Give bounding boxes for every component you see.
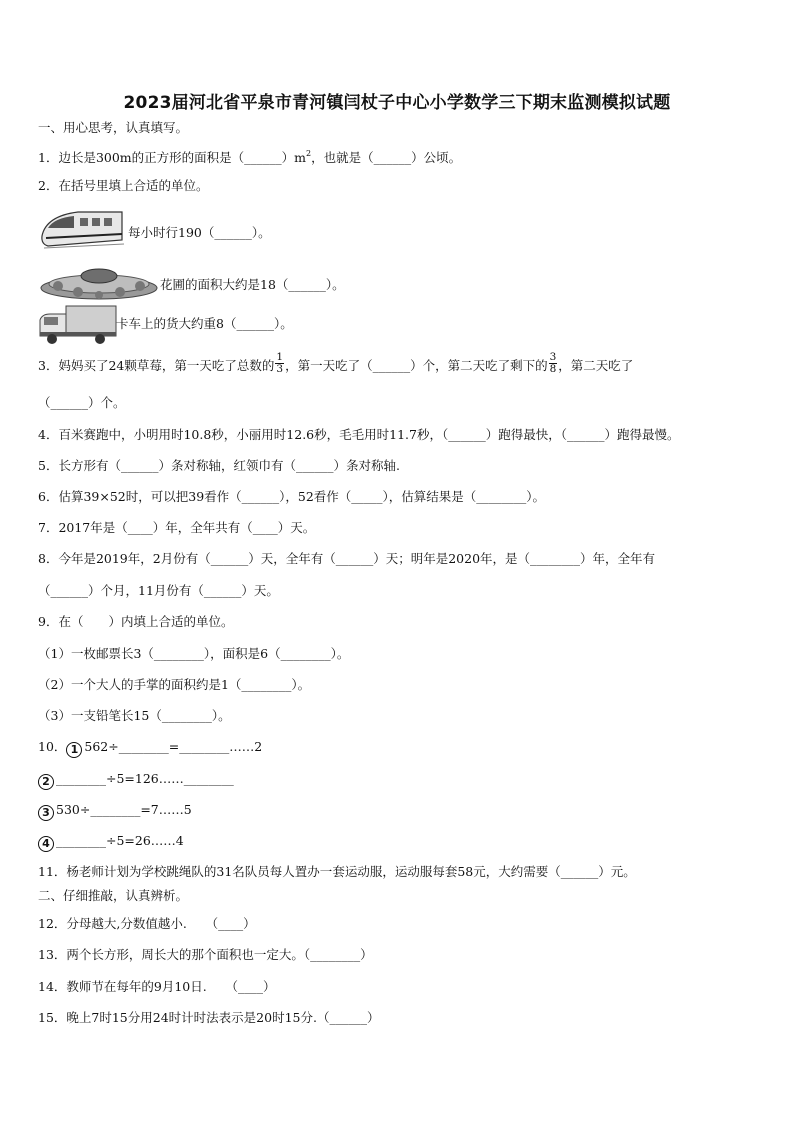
- question-15: 15．晚上7时15分用24时计时法表示是20时15分.（______）: [38, 1010, 380, 1025]
- q10-2-text: ________÷5=126……________: [56, 771, 234, 786]
- section-1-heading: 一、用心思考，认真填写。: [38, 120, 189, 135]
- question-9-1: （1）一枚邮票长3（________），面积是6（________）。: [38, 646, 350, 661]
- q10-4-text: ________÷5=26……4: [56, 833, 184, 848]
- q3-text-b: ，第一天吃了（______）个，第二天吃了剩下的: [285, 358, 548, 373]
- fraction-one-third: [275, 352, 284, 375]
- q1-text-a: 1．边长是300m的正方形的面积是（______）m: [38, 150, 307, 165]
- question-10-3: [38, 802, 192, 821]
- question-5: 5．长方形有（______）条对称轴，红领巾有（______）条对称轴.: [38, 458, 400, 473]
- section-2-heading: 二、仔细推敲，认真辨析。: [38, 888, 189, 903]
- q1-text-b: ，也就是（______）公顷。: [311, 150, 462, 165]
- page-title: 2023届河北省平泉市青河镇闫杖子中心小学数学三下期末监测模拟试题: [123, 93, 671, 113]
- question-6: 6．估算39×52时，可以把39看作（______），52看作（_____），估算结果是（________）。: [38, 489, 546, 504]
- question-1: [38, 146, 461, 166]
- train-image: [38, 206, 126, 258]
- circled-number-3: 3: [38, 805, 54, 821]
- frac-den: 8: [549, 363, 557, 375]
- question-3: [38, 351, 634, 375]
- question-2-truck: 卡车上的货大约重8（______）。: [116, 316, 293, 331]
- question-10-2: [38, 771, 234, 790]
- garden-image: [38, 262, 160, 306]
- frac-den: 3: [276, 363, 284, 375]
- frac-num: 1: [276, 351, 284, 363]
- question-11: 11．杨老师计划为学校跳绳队的31名队员每人置办一套运动服，运动服每套58元，大约需要（______）元。: [38, 864, 636, 879]
- q1-superscript: 2: [306, 149, 312, 158]
- question-13: 13．两个长方形，周长大的那个面积也一定大。（________）: [38, 947, 373, 962]
- truck-image: [38, 304, 118, 350]
- question-12: 12．分母越大,分数值越小. （____）: [38, 916, 256, 931]
- question-9-2: （2）一个大人的手掌的面积约是1（________）。: [38, 677, 311, 692]
- question-2: 2．在括号里填上合适的单位。: [38, 178, 209, 193]
- question-4: 4．百米赛跑中，小明用时10.8秒，小丽用时12.6秒，毛毛用时11.7秒，（______）跑得最快，（______）跑得最慢。: [38, 427, 680, 442]
- q10-number: 10．: [38, 739, 67, 754]
- question-14: 14．教师节在每年的9月10日. （____）: [38, 979, 276, 994]
- circled-number-2: 2: [38, 774, 54, 790]
- circled-number-4: 4: [38, 836, 54, 852]
- q3-text-c: ，第二天吃了: [558, 358, 634, 373]
- question-2-garden: 花圃的面积大约是18（______）。: [160, 277, 345, 292]
- question-10-4: [38, 833, 184, 852]
- question-2-train: 每小时行190（______）。: [128, 225, 271, 240]
- question-9: 9．在（ ）内填上合适的单位。: [38, 614, 234, 629]
- question-7: 7．2017年是（____）年，全年共有（____）天。: [38, 520, 316, 535]
- q10-1-text: 562÷________=________……2: [84, 739, 263, 754]
- fraction-three-eighths: [549, 352, 558, 375]
- frac-num: 3: [549, 351, 557, 363]
- question-10-1: [38, 739, 262, 758]
- q3-text-a: 3．妈妈买了24颗草莓，第一天吃了总数的: [38, 358, 275, 373]
- question-8-cont: （______）个月，11月份有（______）天。: [38, 583, 279, 598]
- question-3-cont: （______）个。: [38, 395, 126, 410]
- question-9-3: （3）一支铅笔长15（________）。: [38, 708, 231, 723]
- question-8: 8．今年是2019年，2月份有（______）天，全年有（______）天；明年是2020年，是（________）年，全年有: [38, 551, 656, 566]
- circled-number-1: 1: [66, 742, 82, 758]
- q10-3-text: 530÷________=7……5: [56, 802, 192, 817]
